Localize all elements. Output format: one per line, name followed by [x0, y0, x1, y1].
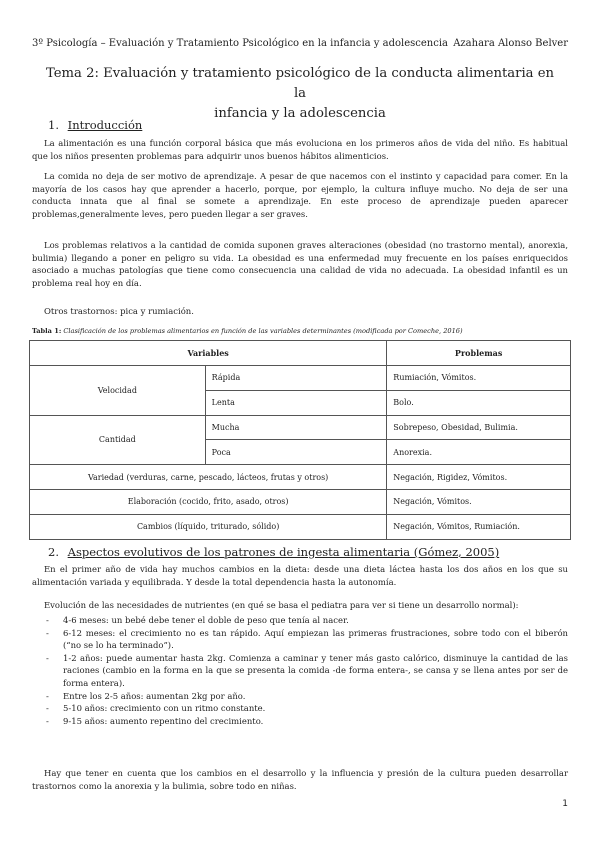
table-cell-variable: Elaboración (cocido, frito, asado, otros): [30, 489, 387, 514]
table-header-row: [30, 341, 571, 366]
table-cell-subvariable: Poca: [205, 440, 387, 465]
paragraph: En el primer año de vida hay muchos cambios en la dieta: desde una dieta láctea hasta los dos años en los que su alimentación variada y equilibrada. Y desde la total dependencia hasta la autonomía.: [32, 564, 568, 587]
table-caption-text: Clasificación de los problemas alimentarios en función de las variables determinantes (modificada por Comeche, 2016): [63, 327, 463, 335]
table-row: [30, 489, 571, 514]
table-cell-variable: Cantidad: [30, 415, 206, 465]
classification-table: [29, 340, 571, 540]
table-header-variables: Variables: [30, 341, 387, 366]
header-course: 3º Psicología – Evaluación y Tratamiento Psicológico en la infancia y adolescencia: [32, 38, 448, 49]
document-title: [40, 64, 560, 124]
paragraph: La comida no deja de ser motivo de aprendizaje. A pesar de que nacemos con el instinto y capacidad para comer. En la mayoría de los casos hay que aprender a hacerlo, porque, por ejemplo, la cultura influye mucho. No deja de ser una conducta innata que al final se somete a aprendizaje. En este proceso de aprendizaje pueden aparecer problemas,generalmente leves, pero pueden llegar a ser graves.: [32, 171, 568, 219]
list-item: - Entre los 2-5 años: aumentan 2kg por año.: [46, 690, 246, 701]
list-item: - 6-12 meses: el crecimiento no es tan rápido. Aquí empiezan las primeras frustraciones, sobre todo con el biberón (“no se lo ha terminado”).: [46, 627, 568, 651]
table-cell-subvariable: Mucha: [205, 415, 387, 440]
table-cell-problem: Bolo.: [387, 390, 571, 415]
section-1-title: Introducción: [67, 118, 143, 132]
table-cell-variable: Velocidad: [30, 366, 206, 416]
table-cell-problem: Anorexia.: [387, 440, 571, 465]
title-line-2: infancia y la adolescencia: [214, 106, 386, 121]
table-cell-problem: Negación, Vómitos.: [387, 489, 571, 514]
paragraph: Otros trastornos: pica y rumiación.: [44, 306, 194, 316]
table-cell-subvariable: Rápida: [205, 366, 387, 391]
title-line-1: Tema 2: Evaluación y tratamiento psicológico de la conducta alimentaria en la: [45, 66, 555, 101]
table-header-problems: Problemas: [387, 341, 571, 366]
table-caption: [32, 327, 568, 335]
paragraph: Evolución de las necesidades de nutrientes (en qué se basa el pediatra para ver si tiene un desarrollo normal):: [44, 600, 519, 610]
page-header: [32, 38, 568, 49]
section-1-number: 1.: [48, 118, 59, 132]
table-caption-label: Tabla 1:: [32, 327, 62, 335]
table-cell-problem: Sobrepeso, Obesidad, Bulimia.: [387, 415, 571, 440]
section-2-heading: [48, 545, 499, 559]
table-cell-variable: Variedad (verduras, carne, pescado, lácteos, frutas y otros): [30, 465, 387, 490]
table-row: [30, 366, 571, 391]
table-row: [30, 465, 571, 490]
list-item: - 4-6 meses: un bebé debe tener el doble de peso que tenía al nacer.: [46, 615, 349, 625]
nutrient-list: [32, 614, 568, 727]
header-author: Azahara Alonso Belver: [453, 38, 568, 49]
list-item: - 5-10 años: crecimiento con un ritmo constante.: [46, 703, 266, 714]
section-2-title: Aspectos evolutivos de los patrones de ingesta alimentaria (Gómez, 2005): [67, 545, 500, 559]
table-cell-problem: Negación, Rigidez, Vómitos.: [387, 465, 571, 490]
paragraph: Hay que tener en cuenta que los cambios en el desarrollo y la influencia y presión de la cultura pueden desarrollar trastornos como la anorexia y la bulimia, sobre todo en niñas.: [32, 768, 568, 791]
page-number: 1: [562, 799, 568, 809]
table-row: [30, 415, 571, 440]
table-row: [30, 514, 571, 539]
section-1-heading: [48, 118, 142, 132]
table-cell-problem: Rumiación, Vómitos.: [387, 366, 571, 391]
paragraph: Los problemas relativos a la cantidad de comida suponen graves alteraciones (obesidad (no trastorno mental), anorexia, bulimia) llegando a poner en peligro su vida. La obesidad es una enfermedad muy frecuente en los países enriquecidos asociado a muchas patologías que tiene como consecuencia una calidad de vida no adecuada. La obesidad infantil es un problema real hoy en día.: [32, 240, 568, 288]
table-cell-subvariable: Lenta: [205, 390, 387, 415]
section-2-number: 2.: [48, 545, 59, 559]
table-cell-problem: Negación, Vómitos, Rumiación.: [387, 514, 571, 539]
list-item: - 9-15 años: aumento repentino del crecimiento.: [46, 715, 264, 726]
table-cell-variable: Cambios (líquido, triturado, sólido): [30, 514, 387, 539]
list-item: - 1-2 años: puede aumentar hasta 2kg. Comienza a caminar y tener más gasto calórico, disminuye la cantidad de las raciones (cambio en la forma en la que se presenta la comida -de forma entera-, se cansa y se llena antes por ser de forma entera).: [46, 652, 568, 688]
paragraph: La alimentación es una función corporal básica que más evoluciona en los primeros años de vida del niño. Es habitual que los niños presenten problemas para adquirir unos buenos hábitos alimenticios.: [32, 138, 568, 161]
